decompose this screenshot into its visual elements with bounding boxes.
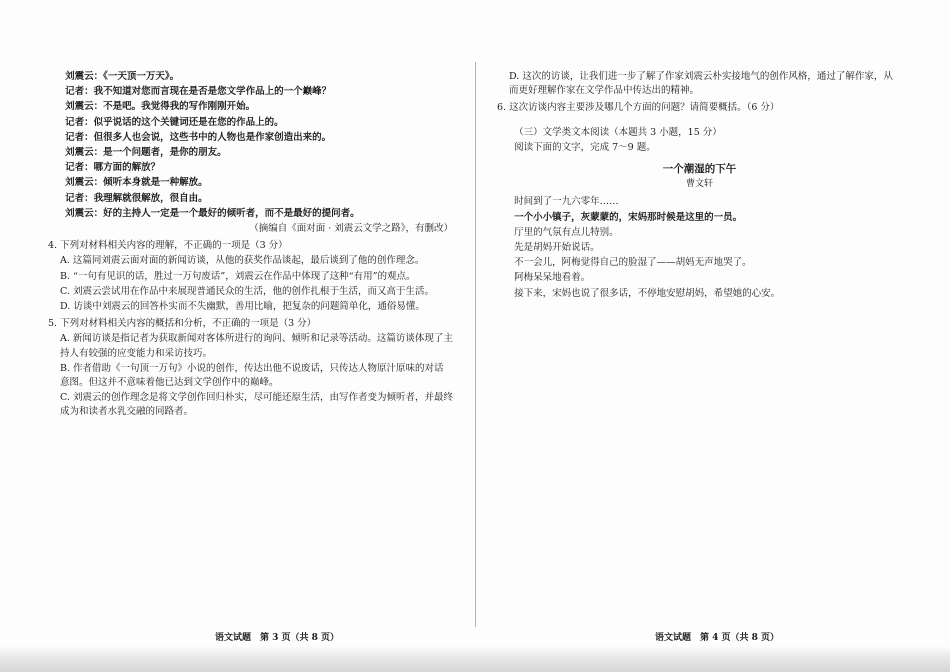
paragraph: 厅里的气氛有点儿特别。 (514, 226, 619, 238)
paragraph: 记者：我不知道对您而言现在是否是您文学作品上的一个巅峰？ (65, 86, 332, 98)
question-option: C. 刘震云的创作理念是将文学创作回归朴实，尽可能还原生活，由写作者变为倾听者，并最终成为和读者水乳交融的同路者。 (60, 392, 453, 418)
scan-bottom-edge (0, 646, 950, 672)
paragraph: 刘震云：是一个问题者，是你的朋友。 (65, 147, 227, 159)
right-column (497, 70, 902, 302)
question-stem: 5. 下列对材料相关内容的概括和分析，不正确的一项是（3 分） (48, 318, 317, 330)
citation: （摘编自《面对面 · 刘震云文学之路》，有删改） (249, 223, 453, 235)
interview-top (48, 70, 453, 221)
paragraph: 接下来，宋妈也说了很多话，不停地安慰胡妈，希望她的心安。 (514, 287, 781, 299)
question-5-option-d: D. 这次的访谈，让我们进一步了解了作家刘震云朴实接地气的创作风格，通过了解作家，从而更好理解作家在文学作品中传达出的精神。 (509, 71, 893, 97)
paragraph: 记者：但很多人也会说，这些书中的人物也是作家创造出来的。 (65, 131, 332, 143)
story-title: 一个潮湿的下午 (662, 163, 737, 176)
question-6: 6. 这次访谈内容主要涉及哪几个方面的问题？请简要概括。（6 分） (497, 102, 780, 114)
paragraph: 刘震云：好的主持人一定是一个最好的倾听者，而不是最好的提问者。 (65, 207, 360, 219)
paragraph: 记者：我理解就很解放，很自由。 (65, 192, 208, 204)
paragraph: 阿梅呆呆地看着。 (514, 272, 591, 284)
section-heading: （三）文学类文本阅读（本题共 3 小题，15 分） (514, 126, 722, 138)
paragraph: 刘震云：不是吧。我觉得我的写作刚刚开始。 (65, 101, 256, 113)
paragraph: 时间到了一九六零年…… (514, 196, 619, 208)
question-option: D. 访谈中刘震云的回答朴实而不失幽默，善用比喻，把复杂的问题简单化，通俗易懂。 (60, 301, 425, 313)
questions-left (48, 239, 453, 419)
section-instruction: 阅读下面的文字，完成 7～9 题。 (514, 141, 656, 153)
paragraph: 刘震云：倾听本身就是一种解放。 (65, 177, 208, 189)
question-option: B. “一句有见识的话，胜过一万句废话”，刘震云在作品中体现了这种“有用”的观点。 (60, 270, 416, 282)
paragraph: 先是胡妈开始说话。 (514, 242, 600, 254)
page-footer-right: 语文试题 第 4 页（共 8 页） (655, 633, 780, 643)
question-stem: 4. 下列对材料相关内容的理解，不正确的一项是（3 分） (48, 240, 288, 252)
paragraph: 刘震云：《一天顶一万天》。 (65, 71, 180, 82)
paragraph: 记者：哪方面的解放？ (65, 162, 161, 174)
page-footer-left: 语文试题 第 3 页（共 8 页） (215, 633, 340, 643)
paragraph: 记者：似乎说话的这个关键词还是在您的作品上的。 (65, 116, 284, 128)
paragraph: 一个小小镇子，灰蒙蒙的，宋妈那时候是这里的一员。 (514, 211, 743, 223)
question-option: B. 作者借助《一句顶一万句》小说的创作，传达出他不说废话，只传达人物原汁原味的对话意图。但这并不意味着他已达到文学创作中的巅峰。 (60, 362, 444, 389)
column-divider (475, 62, 476, 627)
story-body (497, 195, 902, 300)
story-author: 曹文轩 (685, 179, 713, 190)
paragraph: 不一会儿，阿梅觉得自己的脸湿了——胡妈无声地哭了。 (514, 257, 752, 269)
question-option: A. 新闻访谈是指记者为获取新闻对客体所进行的询问、倾听和记录等活动。这篇访谈体现了主持人有较强的应变能力和采访技巧。 (60, 333, 453, 359)
question-option: A. 这篇同刘震云面对面的新闻访谈，从他的获奖作品谈起，最后谈到了他的创作理念。 (60, 255, 425, 267)
question-option: C. 刘震云尝试用在作品中来展现普通民众的生活，他的创作扎根于生活，而又高于生活。 (60, 285, 434, 297)
left-column (48, 70, 453, 421)
